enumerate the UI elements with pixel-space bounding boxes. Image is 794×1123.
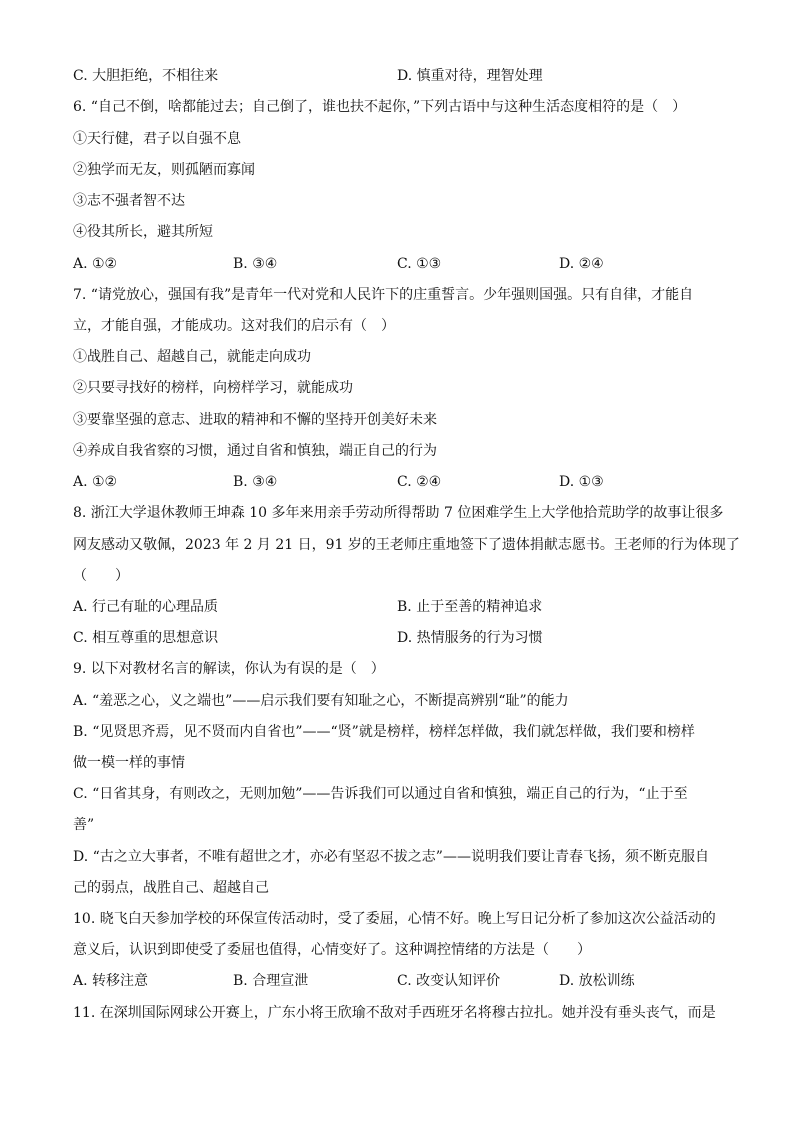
q9-stem: 9. 以下对教材名言的解读，你认为有误的是（ ） bbox=[73, 661, 385, 677]
q8-stem-line-2: 网友感动又敬佩，2023 年 2 月 21 日，91 岁的王老师庄重地签下了遗体捐献志愿书。王老师的行为体现了 bbox=[73, 537, 740, 553]
q6-item-4: ④役其所长，避其所短 bbox=[73, 224, 213, 240]
q7-option-c: C. ②④ bbox=[397, 474, 442, 490]
q6-option-d: D. ②④ bbox=[559, 256, 604, 272]
q6-option-b: B. ③④ bbox=[233, 256, 278, 272]
q7-stem-line-1: 7. “请党放心，强国有我”是青年一代对党和人民许下的庄重誓言。少年强则国强。只有自律，才能自 bbox=[73, 287, 694, 303]
q8-option-a: A. 行己有耻的心理品质 bbox=[73, 599, 219, 615]
q6-option-a: A. ①② bbox=[73, 256, 118, 272]
q11-stem-line-1: 11. 在深圳国际网球公开赛上，广东小将王欣瑜不敌对手西班牙名将穆古拉扎。她并没有垂头丧气，而是 bbox=[73, 1005, 716, 1021]
q6-item-2: ②独学而无友，则孤陋而寡闻 bbox=[73, 162, 255, 178]
q9-option-b-line-1: B. “见贤思齐焉，见不贤而内自省也”——“贤”就是榜样，榜样怎样做，我们就怎样做，我们要和榜样 bbox=[73, 724, 695, 740]
q8-stem-line-1: 8. 浙江大学退休教师王坤森 10 多年来用亲手劳动所得帮助 7 位困难学生上大学他拾荒助学的故事让很多 bbox=[73, 505, 724, 521]
q10-option-b: B. 合理宣泄 bbox=[233, 973, 309, 989]
q6-stem: 6. “自己不倒，啥都能过去；自己倒了，谁也扶不起你，”下列古语中与这种生活态度相符的是（ ） bbox=[73, 99, 687, 115]
q9-option-c-line-1: C. “日省其身，有则改之，无则加勉”——告诉我们可以通过自省和慎独，端正自己的行为，“止于至 bbox=[73, 786, 688, 802]
q7-stem-line-2: 立，才能自强，才能成功。这对我们的启示有（ ） bbox=[73, 318, 395, 334]
q9-option-d-line-2: 己的弱点，战胜自己、超越自己 bbox=[73, 880, 269, 896]
q9-option-c-line-2: 善” bbox=[73, 817, 95, 833]
q5-option-c: C. 大胆拒绝，不相往来 bbox=[73, 68, 219, 84]
q10-stem-line-1: 10. 晓飞白天参加学校的环保宣传活动时，受了委屈，心情不好。晚上写日记分析了参加这次公益活动的 bbox=[73, 911, 716, 927]
q7-option-a: A. ①② bbox=[73, 474, 118, 490]
q7-option-b: B. ③④ bbox=[233, 474, 278, 490]
q5-option-d: D. 慎重对待，理智处理 bbox=[397, 68, 543, 84]
q7-option-d: D. ①③ bbox=[559, 474, 604, 490]
q10-option-d: D. 放松训练 bbox=[559, 973, 635, 989]
q9-option-b-line-2: 做一模一样的事情 bbox=[73, 755, 185, 771]
q7-item-3: ③要靠坚强的意志、进取的精神和不懈的坚持开创美好未来 bbox=[73, 412, 437, 428]
q10-option-a: A. 转移注意 bbox=[73, 973, 149, 989]
q6-item-3: ③志不强者智不达 bbox=[73, 193, 185, 209]
q8-option-d: D. 热情服务的行为习惯 bbox=[397, 630, 543, 646]
q9-option-a: A. “羞恶之心，义之端也”——启示我们要有知耻之心，不断提高辨别“耻”的能力 bbox=[73, 693, 569, 709]
q7-item-2: ②只要寻找好的榜样，向榜样学习，就能成功 bbox=[73, 380, 353, 396]
q7-item-4: ④养成自我省察的习惯，通过自省和慎独，端正自己的行为 bbox=[73, 443, 437, 459]
q8-stem-line-3: （ ） bbox=[73, 568, 129, 584]
q8-option-b: B. 止于至善的精神追求 bbox=[397, 599, 543, 615]
q8-option-c: C. 相互尊重的思想意识 bbox=[73, 630, 219, 646]
q6-option-c: C. ①③ bbox=[397, 256, 442, 272]
q6-item-1: ①天行健，君子以自强不息 bbox=[73, 131, 241, 147]
q9-option-d-line-1: D. “古之立大事者，不唯有超世之才，亦必有坚忍不拔之志”——说明我们要让青春飞扬，须不断克服自 bbox=[73, 849, 709, 865]
q10-option-c: C. 改变认知评价 bbox=[397, 973, 501, 989]
q10-stem-line-2: 意义后，认识到即使受了委屈也值得，心情变好了。这种调控情绪的方法是（ ） bbox=[73, 942, 591, 958]
q7-item-1: ①战胜自己、超越自己，就能走向成功 bbox=[73, 349, 311, 365]
